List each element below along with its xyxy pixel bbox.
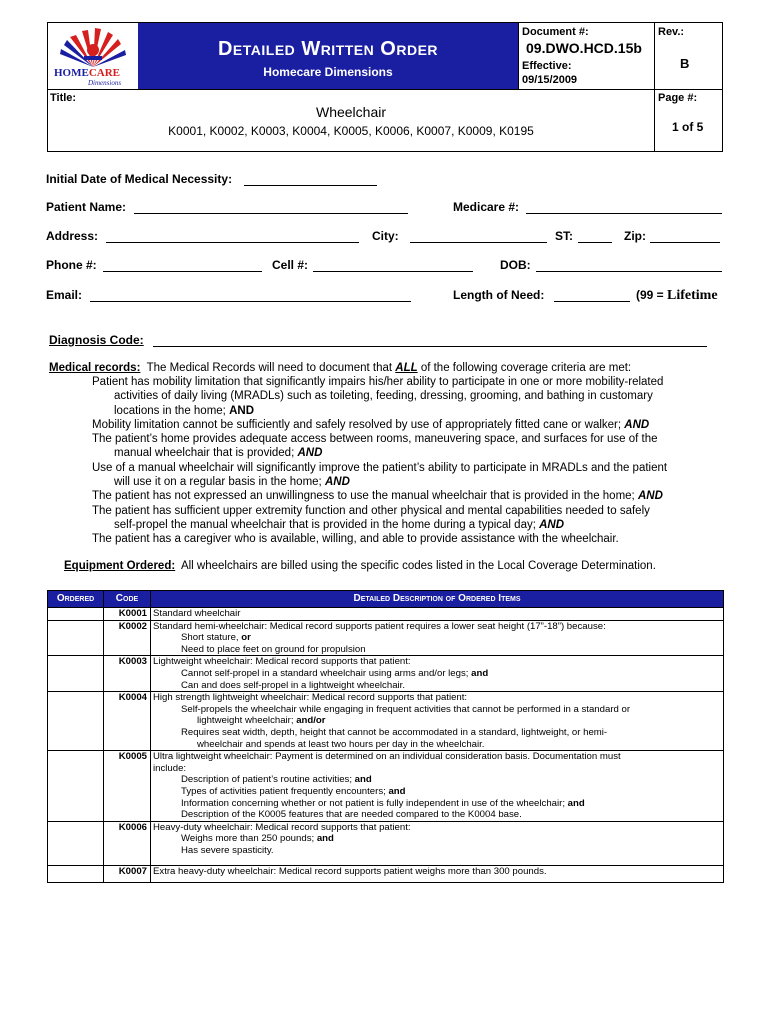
hcpcs-code: K0002 (104, 620, 151, 656)
hcpcs-code: K0004 (104, 692, 151, 751)
city-label: City: (372, 229, 399, 243)
state-label: ST: (555, 229, 573, 243)
hcpcs-code: K0007 (104, 866, 151, 883)
table-row (48, 656, 724, 692)
page-value: 1 of 5 (672, 120, 704, 134)
length-of-need-note: (99 = Lifetime (636, 288, 718, 303)
col-description: Detailed Description of Ordered Items (151, 591, 724, 608)
item-description: Extra heavy-duty wheelchair: Medical record supports patient weighs more than 300 pounds. (151, 866, 724, 883)
table-header-row (48, 591, 724, 608)
zip-label: Zip: (624, 229, 646, 243)
item-description: Standard hemi-wheelchair: Medical record supports patient requires a lower seat height (17”-18”) because: Short stature, or Need to place feet on ground for propulsion (151, 620, 724, 656)
medicare-field[interactable] (526, 200, 722, 214)
ordered-checkbox[interactable] (48, 751, 104, 822)
address-field[interactable] (106, 229, 359, 243)
col-ordered: Ordered (48, 591, 104, 608)
coverage-criteria-list (92, 375, 725, 547)
phone-label: Phone #: (46, 258, 97, 272)
zip-field[interactable] (650, 229, 720, 243)
cell-label: Cell #: (272, 258, 309, 272)
address-label: Address: (46, 229, 99, 243)
patient-name-field[interactable] (134, 200, 408, 214)
item-description: Lightweight wheelchair: Medical record supports that patient: Cannot self-propel in a standard wheelchair using arms and/or legs; and Can and does self-propel in a lightweight wheelchair. (151, 656, 724, 692)
item-description: Standard wheelchair (151, 608, 724, 621)
equipment-table (47, 590, 724, 883)
phone-field[interactable] (103, 258, 262, 272)
initial-date-label: Initial Date of Medical Necessity: (46, 172, 233, 186)
diagnosis-label: Diagnosis Code: (49, 333, 144, 347)
email-field[interactable] (90, 288, 411, 302)
document-subtitle: Homecare Dimensions (263, 65, 393, 79)
hcpcs-code: K0003 (104, 656, 151, 692)
title-label: Title: (50, 92, 77, 104)
effective-date: 09/15/2009 (522, 74, 578, 86)
table-row (48, 866, 724, 883)
equipment-intro: Equipment Ordered: All wheelchairs are billed using the specific codes listed in the Local Coverage Determination. (64, 560, 656, 572)
diagnosis-field[interactable] (153, 333, 707, 347)
table-row (48, 821, 724, 866)
city-field[interactable] (410, 229, 547, 243)
criterion: The patient has a caregiver who is available, willing, and able to provide assistance with the wheelchair. (92, 533, 619, 546)
page-label: Page #: (658, 92, 698, 104)
medical-records-intro: Medical records: The Medical Records will need to document that ALL of the following coverage criteria are met: (49, 362, 632, 374)
item-description: High strength lightweight wheelchair: Medical record supports that patient: Self-propels the wheelchair while engaging in frequent activities that cannot be performed in a standard or lightweight wheelchair; and/or Requires seat width, depth, height that cannot be accommodated in a standard, lightweight, or hemi- wheelchair and spends at least two hours per day in the wheelchair. (151, 692, 724, 751)
criterion: Mobility limitation cannot be sufficiently and safely resolved by use of appropriately fitted cane or walker; AND (92, 418, 650, 431)
cell-field[interactable] (313, 258, 473, 272)
table-row (48, 608, 724, 621)
item-description: Heavy-duty wheelchair: Medical record supports that patient: Weighs more than 250 pounds; and Has severe spasticity. (151, 821, 724, 866)
ordered-checkbox[interactable] (48, 866, 104, 883)
document-title: Detailed Written Order (217, 38, 439, 60)
col-code: Code (104, 591, 151, 608)
table-row (48, 620, 724, 656)
table-row (48, 751, 724, 822)
criterion: The patient’s home provides adequate access between rooms, maneuvering space, and surfaces for use of the manual wheelchair that is provided; AND (92, 433, 658, 460)
email-label: Email: (46, 288, 83, 302)
state-field[interactable] (578, 229, 612, 243)
item-description: Ultra lightweight wheelchair: Payment is determined on an individual consideration basis. Documentation must include: Description of patient’s routine activities; and Types of activities patient frequently encounters; and Information concerning whether or not patient is fully independent in use of the wheelchair; and Description of the K0005 features that are needed compared to the K0004 base. (151, 751, 724, 822)
ordered-checkbox[interactable] (48, 821, 104, 866)
ordered-checkbox[interactable] (48, 620, 104, 656)
patient-name-label: Patient Name: (46, 200, 127, 214)
ordered-checkbox[interactable] (48, 608, 104, 621)
initial-date-field[interactable] (244, 172, 377, 186)
dob-label: DOB: (500, 258, 531, 272)
dob-field[interactable] (536, 258, 722, 272)
document-number-label: Document #: (522, 26, 589, 38)
hcpcs-code: K0001 (104, 608, 151, 621)
criterion: The patient has sufficient upper extremity function and other physical and mental capabilities needed to safely self-propel the manual wheelchair that is provided in the home during a typical day; AND (92, 504, 650, 531)
title-codes: K0001, K0002, K0003, K0004, K0005, K0006, K0007, K0009, K0195 (168, 124, 534, 138)
hcpcs-code: K0005 (104, 751, 151, 822)
revision-label: Rev.: (658, 26, 685, 38)
table-row (48, 692, 724, 751)
logo-tagline: Dimensions (88, 79, 122, 87)
ordered-checkbox[interactable] (48, 656, 104, 692)
logo-sunburst (60, 28, 126, 67)
criterion: Patient has mobility limitation that significantly impairs his/her ability to participate in one or more mobility-related activities of daily living (MRADLs) such as toileting, feeding, dressing, grooming, and bathing in customary locations in the home; AND (92, 376, 664, 417)
revision-value: B (680, 56, 690, 71)
criterion: Use of a manual wheelchair will significantly improve the patient’s ability to participate in MRADLs and the patient will use it on a regular basis in the home; AND (92, 461, 668, 489)
criterion: The patient has not expressed an unwillingness to use the manual wheelchair that is provided in the home; AND (92, 490, 663, 503)
logo-wordmark: HOMECARE (54, 67, 121, 79)
length-of-need-field[interactable] (554, 288, 630, 302)
effective-label: Effective: (522, 60, 572, 72)
ordered-checkbox[interactable] (48, 692, 104, 751)
length-of-need-label: Length of Need: (453, 288, 545, 302)
medicare-label: Medicare #: (453, 200, 520, 214)
document-number: 09.DWO.HCD.15b (526, 40, 642, 56)
hcpcs-code: K0006 (104, 821, 151, 866)
company-logo (48, 23, 138, 89)
title-value: Wheelchair (315, 104, 387, 120)
